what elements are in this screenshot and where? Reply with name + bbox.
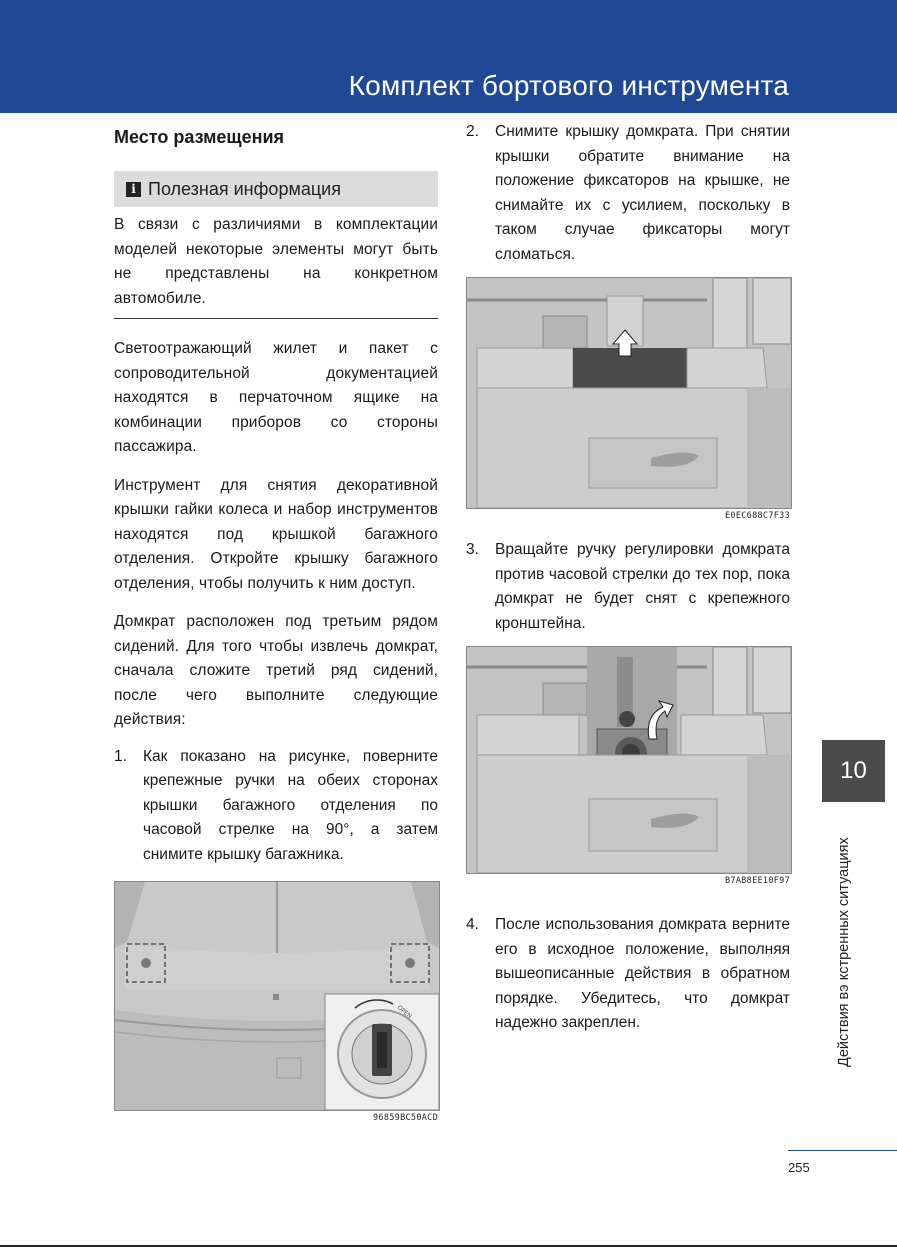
paragraph-vest: Светоотражающий жилет и пакет с сопроводительной документацией находятся в перчаточном ящике на комбинации приборов со стороны пассажира. — [114, 340, 438, 455]
info-box — [114, 171, 438, 207]
step-3 — [466, 538, 790, 636]
step-4-text: После использования домкрата верните его в исходное положение, выполняя вышеописанные действия в обратном порядке. Убедитесь, что домкрат надежно закреплен. — [495, 916, 790, 1031]
trunk-cover-illustration — [115, 882, 439, 1110]
step-3-number: 3. — [466, 541, 479, 558]
figure-jack-cover — [466, 277, 792, 509]
paragraph-tools: Инструмент для снятия декоративной крышки гайки колеса и набор инструментов находятся под крышкой багажного отделения. Откройте крышку багажного отделения, чтобы получить к ним доступ. — [114, 476, 438, 592]
page-number: 255 — [788, 1160, 810, 1175]
step-2 — [466, 120, 790, 267]
chapter-title-vertical — [836, 812, 858, 1072]
info-text: В связи с различиями в комплектации моделей некоторые элементы могут быть не представлены на конкретном автомобиле. — [114, 216, 438, 307]
info-divider — [114, 318, 438, 319]
step-4 — [466, 913, 790, 1036]
figure-1-code: 96859BC50ACD — [372, 1113, 438, 1123]
figure-trunk-cover — [114, 881, 440, 1111]
inset-open-label: OPEN — [395, 1004, 413, 1021]
page-title: Комплект бортового инструмента — [348, 70, 789, 101]
figure-jack-handle — [466, 646, 792, 874]
step-1-number: 1. — [114, 747, 127, 765]
left-column — [114, 118, 438, 1123]
figure-2-code: E0EC688C7F33 — [724, 511, 790, 521]
step-1 — [114, 745, 438, 868]
step-4-number: 4. — [466, 916, 479, 933]
paragraph-jack: Домкрат расположен под третьим рядом сидений. Для того чтобы извлечь домкрат, сначала сложите третий ряд сидений, после чего выполните следующие действия: — [114, 613, 438, 728]
step-3-text: Вращайте ручку регулировки домкрата против часовой стрелки до тех пор, пока домкрат не будет снят с крепежного кронштейна. — [495, 541, 790, 632]
jack-cover-illustration — [467, 278, 791, 508]
step-2-text: Снимите крышку домкрата. При снятии крышки обратите внимание на положение фиксаторов на крышке, не снимайте их с усилием, поскольку в таком случае фиксаторы могут сломаться. — [495, 123, 790, 263]
chapter-title: Действия вэ кстренных ситуациях — [836, 837, 852, 1067]
bottom-rule — [0, 1245, 897, 1247]
figure-3-code: B7AB8EE10F97 — [724, 876, 790, 886]
right-column — [466, 118, 790, 1036]
jack-handle-illustration — [467, 647, 791, 873]
step-1-text: Как показано на рисунке, поверните крепежные ручки на обеих сторонах крышки багажного отделения по часовой стрелке на 90°, а затем снимите крышку багажника. — [143, 747, 438, 863]
footer-rule — [788, 1150, 897, 1151]
section-heading: Место размещения — [114, 127, 285, 147]
info-box-title: Полезная информация — [148, 178, 341, 199]
info-icon: i — [126, 182, 141, 197]
step-2-number: 2. — [466, 123, 479, 140]
chapter-tab: 10 — [822, 740, 885, 802]
